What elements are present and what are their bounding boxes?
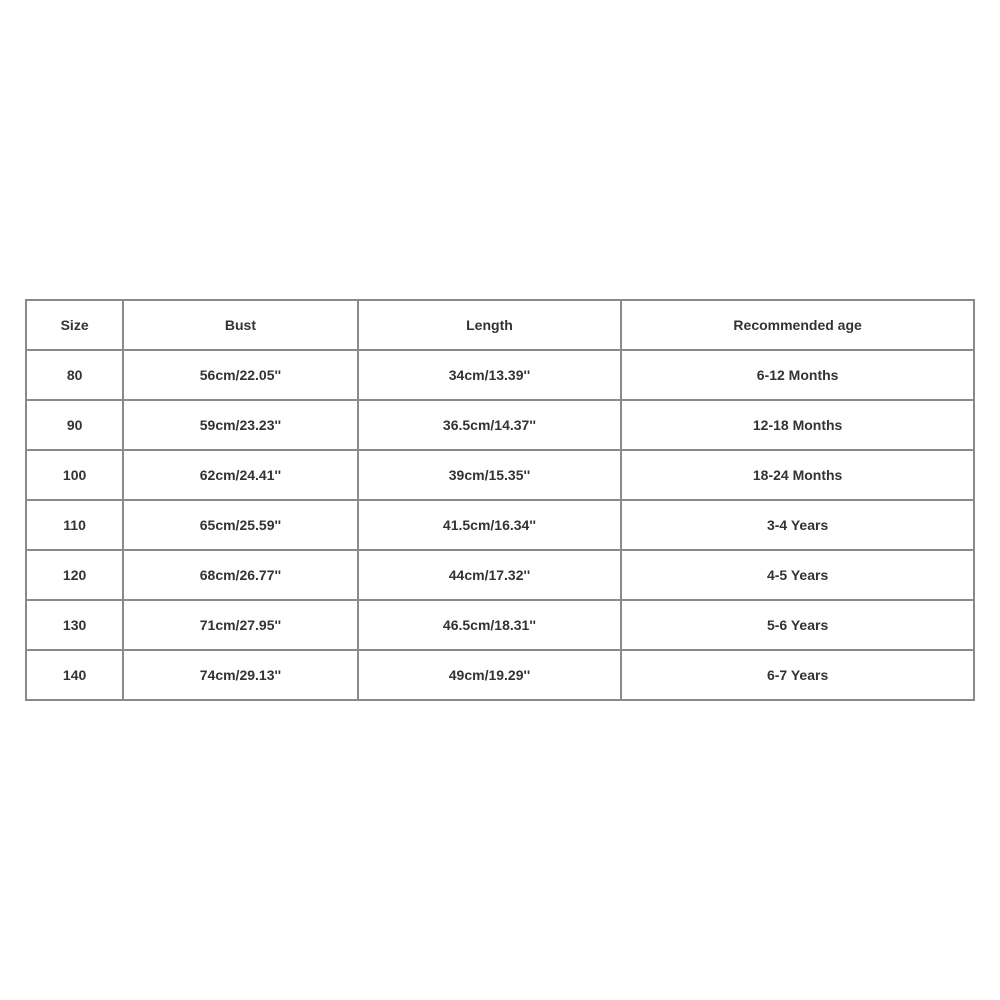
cell-length: 44cm/17.32'' bbox=[358, 550, 622, 600]
cell-bust: 68cm/26.77'' bbox=[123, 550, 357, 600]
cell-recommended-age: 4-5 Years bbox=[621, 550, 974, 600]
cell-length: 39cm/15.35'' bbox=[358, 450, 622, 500]
cell-size: 120 bbox=[26, 550, 123, 600]
cell-size: 80 bbox=[26, 350, 123, 400]
header-size: Size bbox=[26, 300, 123, 350]
size-chart-table bbox=[25, 299, 975, 701]
cell-size: 140 bbox=[26, 650, 123, 700]
cell-length: 46.5cm/18.31'' bbox=[358, 600, 622, 650]
table-row bbox=[26, 450, 974, 500]
header-recommended-age: Recommended age bbox=[621, 300, 974, 350]
cell-length: 49cm/19.29'' bbox=[358, 650, 622, 700]
cell-recommended-age: 3-4 Years bbox=[621, 500, 974, 550]
table-row bbox=[26, 600, 974, 650]
cell-length: 34cm/13.39'' bbox=[358, 350, 622, 400]
cell-bust: 71cm/27.95'' bbox=[123, 600, 357, 650]
cell-size: 110 bbox=[26, 500, 123, 550]
table-row bbox=[26, 500, 974, 550]
header-row bbox=[26, 300, 974, 350]
header-bust: Bust bbox=[123, 300, 357, 350]
cell-recommended-age: 12-18 Months bbox=[621, 400, 974, 450]
cell-length: 41.5cm/16.34'' bbox=[358, 500, 622, 550]
header-length: Length bbox=[358, 300, 622, 350]
cell-size: 100 bbox=[26, 450, 123, 500]
cell-bust: 65cm/25.59'' bbox=[123, 500, 357, 550]
cell-recommended-age: 6-12 Months bbox=[621, 350, 974, 400]
cell-length: 36.5cm/14.37'' bbox=[358, 400, 622, 450]
table-row bbox=[26, 350, 974, 400]
cell-recommended-age: 18-24 Months bbox=[621, 450, 974, 500]
cell-bust: 74cm/29.13'' bbox=[123, 650, 357, 700]
table-row bbox=[26, 550, 974, 600]
table-row bbox=[26, 400, 974, 450]
cell-size: 90 bbox=[26, 400, 123, 450]
cell-bust: 56cm/22.05'' bbox=[123, 350, 357, 400]
cell-recommended-age: 6-7 Years bbox=[621, 650, 974, 700]
cell-bust: 62cm/24.41'' bbox=[123, 450, 357, 500]
table-row bbox=[26, 650, 974, 700]
cell-bust: 59cm/23.23'' bbox=[123, 400, 357, 450]
cell-recommended-age: 5-6 Years bbox=[621, 600, 974, 650]
cell-size: 130 bbox=[26, 600, 123, 650]
